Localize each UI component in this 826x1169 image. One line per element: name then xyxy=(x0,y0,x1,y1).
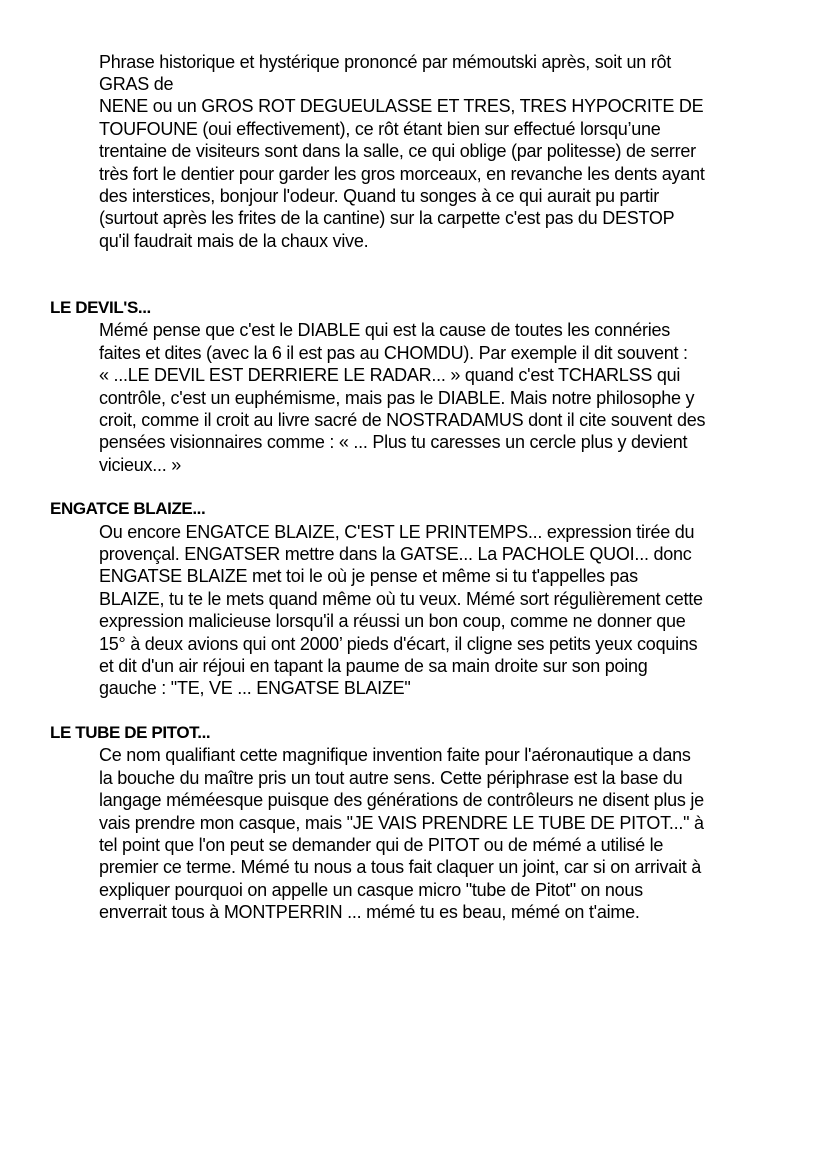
text-line: enverrait tous à MONTPERRIN ... mémé tu es beau, mémé on t'aime. xyxy=(99,902,640,922)
text-line: Phrase historique et hystérique prononcé par mémoutski après, soit un rôt xyxy=(99,52,672,72)
section-heading: LE DEVIL'S... xyxy=(50,298,151,317)
text-line: pensées visionnaires comme : « ... Plus tu caresses un cercle plus y devient xyxy=(99,432,688,452)
text-line: provençal. ENGATSER mettre dans la GATSE... La PACHOLE QUOI... donc xyxy=(99,544,692,564)
section-heading: LE TUBE DE PITOT... xyxy=(50,723,211,742)
text-line: qu'il faudrait mais de la chaux vive. xyxy=(99,231,369,251)
text-line: vais prendre mon casque, mais "JE VAIS PRENDRE LE TUBE DE PITOT..." à xyxy=(99,813,704,833)
text-line: croit, comme il croit au livre sacré de NOSTRADAMUS dont il cite souvent des xyxy=(99,410,706,430)
text-line: très fort le dentier pour garder les gros morceaux, en revanche les dents ayant xyxy=(99,164,705,184)
text-line: et dit d'un air réjoui en tapant la paume de sa main droite sur son poing xyxy=(99,656,648,676)
text-line: Mémé pense que c'est le DIABLE qui est la cause de toutes les connéries xyxy=(99,320,671,340)
text-line: Ou encore ENGATCE BLAIZE, C'EST LE PRINTEMPS... expression tirée du xyxy=(99,522,695,542)
text-line: tel point que l'on peut se demander qui de PITOT ou de mémé a utilisé le xyxy=(99,835,664,855)
text-line: trentaine de visiteurs sont dans la salle, ce qui oblige (par politesse) de serrer xyxy=(99,141,696,161)
text-line: NENE ou un GROS ROT DEGUEULASSE ET TRES, TRES HYPOCRITE DE xyxy=(99,96,704,116)
text-line: premier ce terme. Mémé tu nous a tous fait claquer un joint, car si on arrivait à xyxy=(99,857,702,877)
text-line: faites et dites (avec la 6 il est pas au CHOMDU). Par exemple il dit souvent : xyxy=(99,343,688,363)
text-line: (surtout après les frites de la cantine) sur la carpette c'est pas du DESTOP xyxy=(99,208,675,228)
text-line: ENGATSE BLAIZE met toi le où je pense et même si tu t'appelles pas xyxy=(99,566,638,586)
text-line: vicieux... » xyxy=(99,455,182,475)
text-line: langage méméesque puisque des générations de contrôleurs ne disent plus je xyxy=(99,790,704,810)
text-line: la bouche du maître pris un tout autre sens. Cette périphrase est la base du xyxy=(99,768,683,788)
text-line: « ...LE DEVIL EST DERRIERE LE RADAR... » quand c'est TCHARLSS qui xyxy=(99,365,681,385)
text-line: GRAS de xyxy=(99,74,174,94)
section-heading: ENGATCE BLAIZE... xyxy=(50,499,206,518)
text-line: expliquer pourquoi on appelle un casque micro "tube de Pitot" on nous xyxy=(99,880,643,900)
text-line: TOUFOUNE (oui effectivement), ce rôt étant bien sur effectué lorsqu’une xyxy=(99,119,661,139)
text-line: BLAIZE, tu te le mets quand même où tu veux. Mémé sort régulièrement cette xyxy=(99,589,703,609)
text-line: gauche : "TE, VE ... ENGATSE BLAIZE" xyxy=(99,678,411,698)
text-line: contrôle, c'est un euphémisme, mais pas le DIABLE. Mais notre philosophe y xyxy=(99,388,695,408)
text-line: des interstices, bonjour l'odeur. Quand tu songes à ce qui aurait pu partir xyxy=(99,186,660,206)
text-line: 15° à deux avions qui ont 2000’ pieds d'écart, il cligne ses petits yeux coquins xyxy=(99,634,698,654)
text-line: expression malicieuse lorsqu'il a réussi un bon coup, comme ne donner que xyxy=(99,611,686,631)
text-line: Ce nom qualifiant cette magnifique invention faite pour l'aéronautique a dans xyxy=(99,745,691,765)
